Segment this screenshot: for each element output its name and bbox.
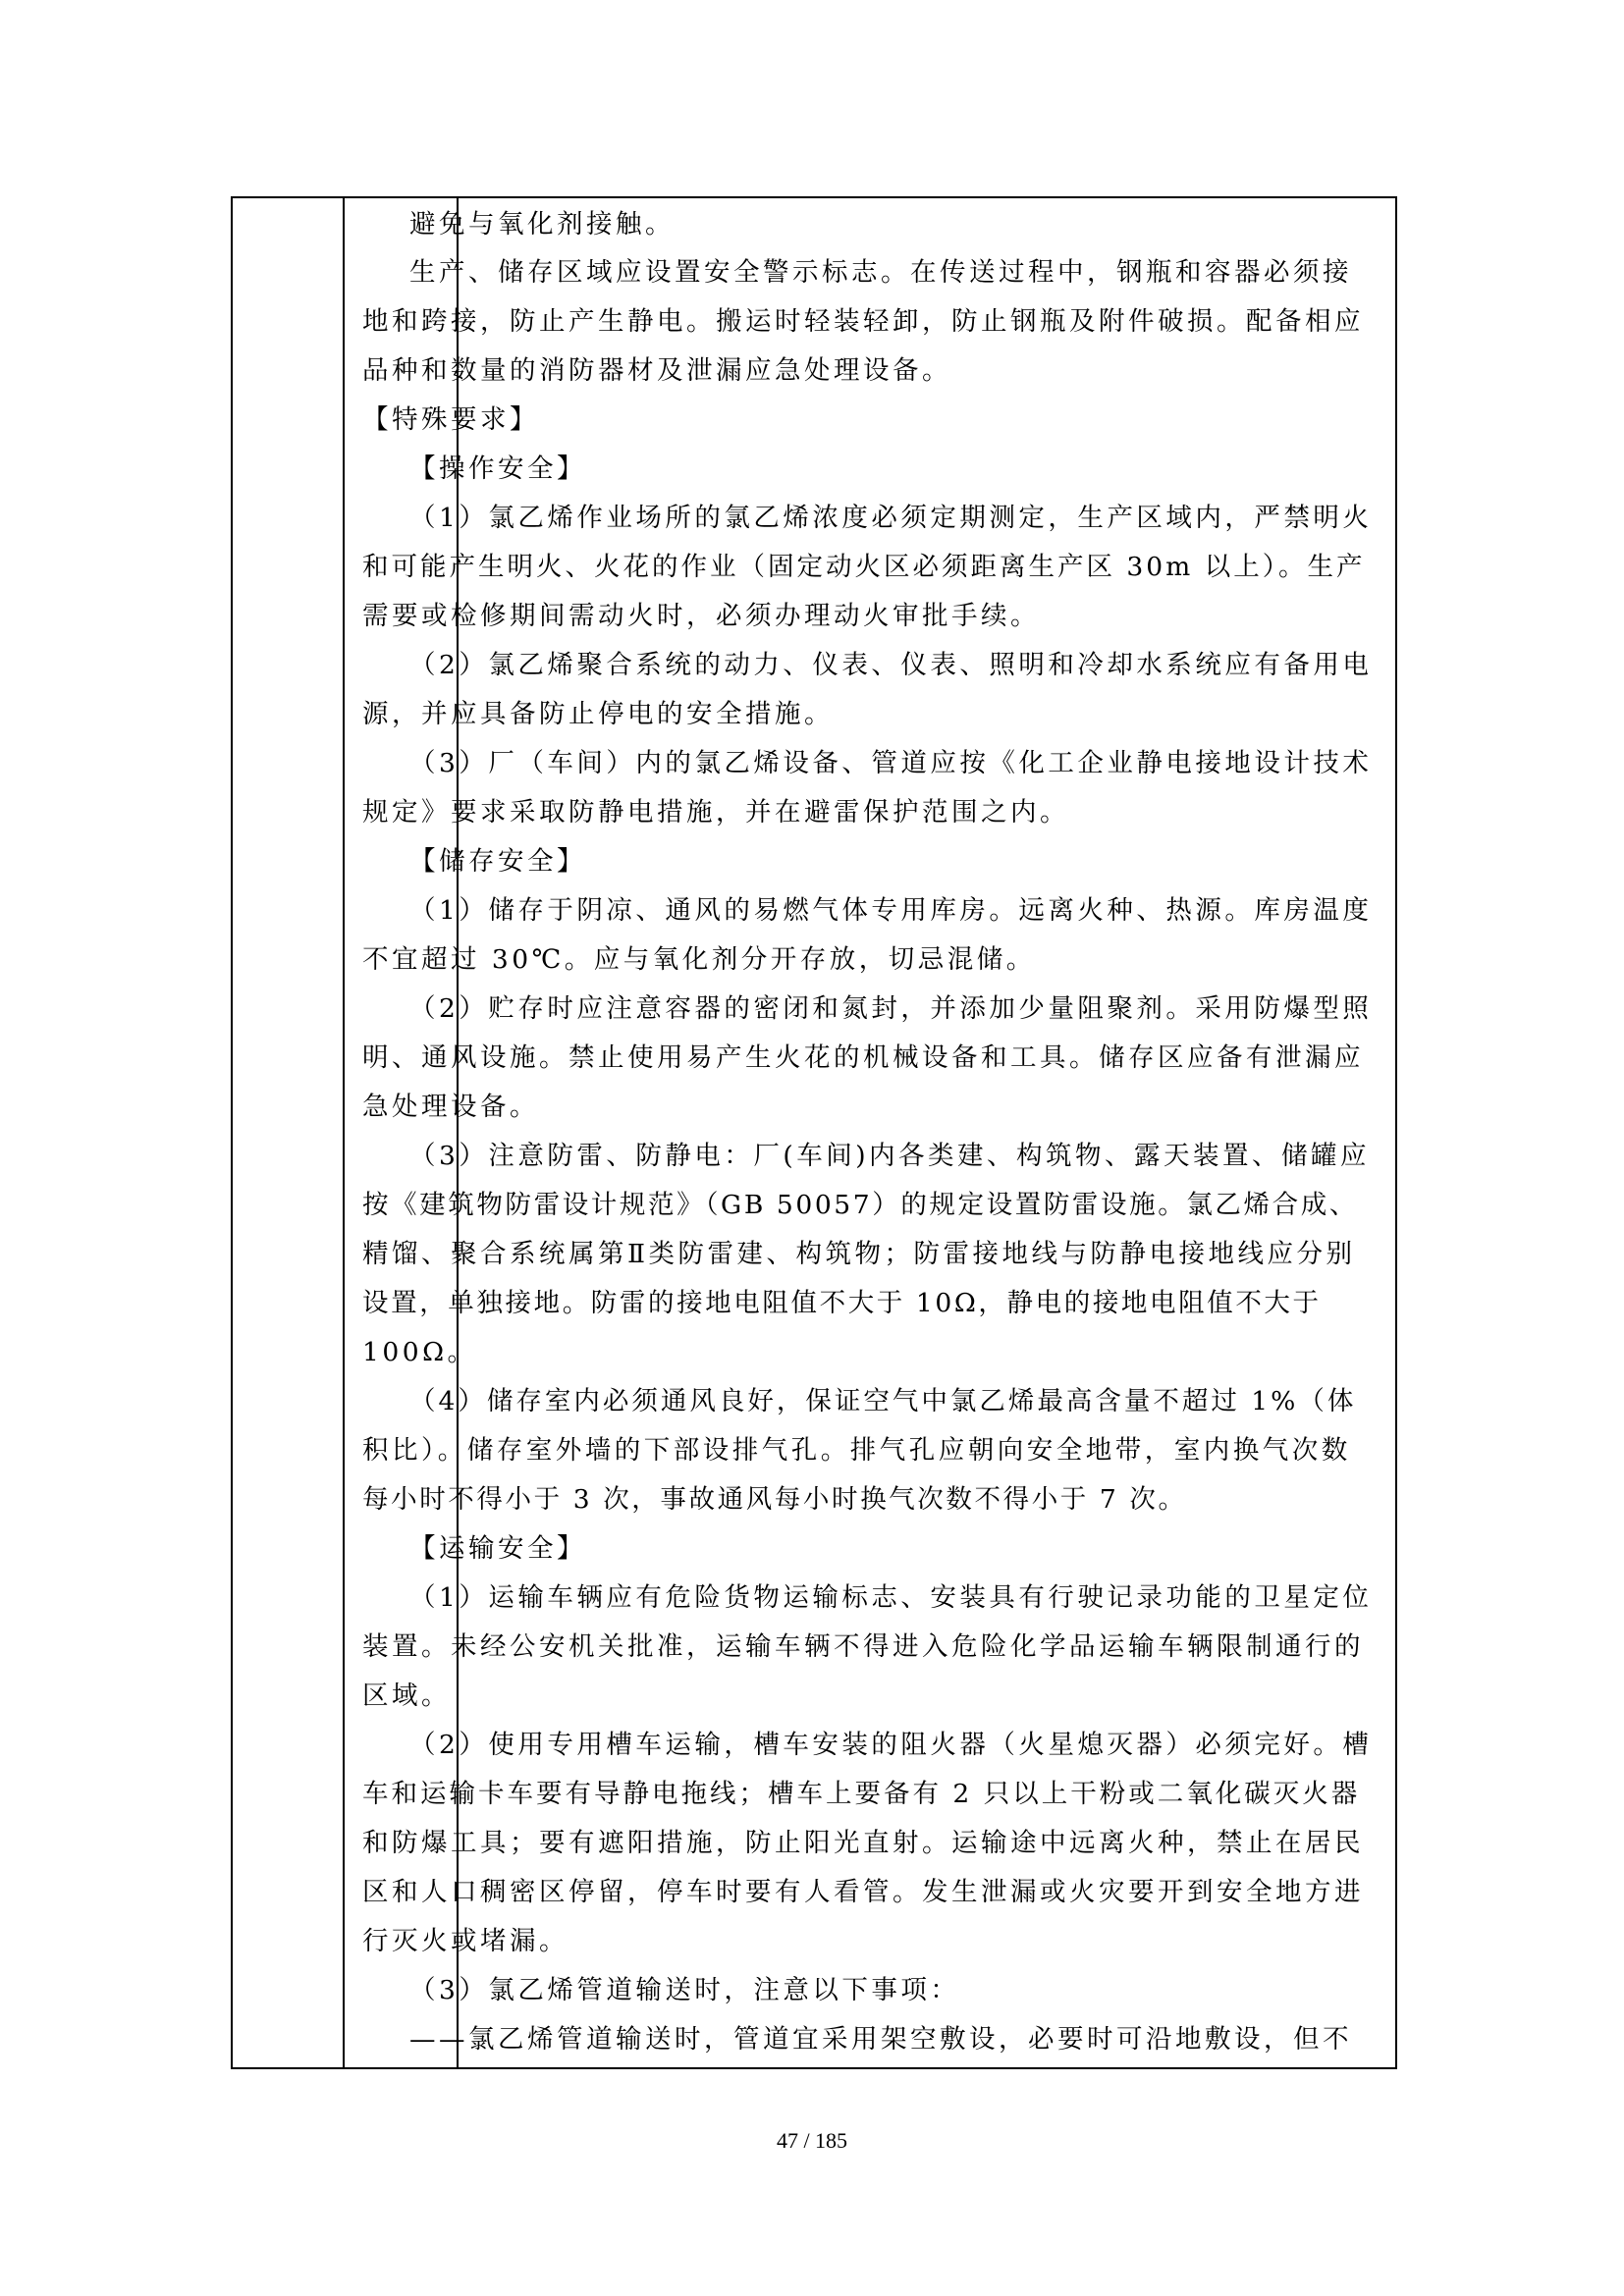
text-line: 避免与氧化剂接触。 [409,209,675,240]
text-line: 区和人口稠密区停留，停车时要有人看管。发生泄漏或火灾要开到安全地方进 [362,1877,1364,1907]
text-line: （1）运输车辆应有危险货物运输标志、安装具有行驶记录功能的卫星定位 [409,1582,1373,1613]
text-line: 按《建筑物防雷设计规范》（GB 50057）的规定设置防雷设施。氯乙烯合成、 [362,1190,1358,1220]
text-line: （2）使用专用槽车运输，槽车安装的阻火器（火星熄灭器）必须完好。槽 [409,1730,1373,1760]
text-line: （3）厂（车间）内的氯乙烯设备、管道应按《化工企业静电接地设计技术 [409,748,1373,778]
subsection-heading: 【操作安全】 [409,454,586,484]
text-line: 装置。未经公安机关批准，运输车辆不得进入危险化学品运输车辆限制通行的 [362,1631,1364,1662]
page-number: 47 / 185 [776,2128,848,2153]
table-column-category [233,198,345,2067]
text-line: 地和跨接，防止产生静电。搬运时轻装轻卸，防止钢瓶及附件破损。配备相应 [362,306,1364,337]
text-line: （3）氯乙烯管道输送时，注意以下事项： [409,1975,960,2005]
text-line: 设置，单独接地。防雷的接地电阻值不大于 10Ω，静电的接地电阻值不大于 [362,1288,1322,1318]
content-table [231,196,1397,2069]
subsection-heading: 【运输安全】 [409,1533,586,1564]
text-line: （1）氯乙烯作业场所的氯乙烯浓度必须定期测定，生产区域内，严禁明火 [409,503,1373,533]
text-line: 区域。 [362,1681,451,1711]
text-line: （3）注意防雷、防静电：厂(车间)内各类建、构筑物、露天装置、储罐应 [409,1141,1371,1171]
text-line: 明、通风设施。禁止使用易产生火花的机械设备和工具。储存区应备有泄漏应 [362,1042,1364,1073]
text-line: 规定》要求采取防静电措施，并在避雷保护范围之内。 [362,797,1069,828]
text-line: 源，并应具备防止停电的安全措施。 [362,699,834,729]
text-line: （2）贮存时应注意容器的密闭和氮封，并添加少量阻聚剂。采用防爆型照 [409,993,1373,1024]
text-line: 生产、储存区域应设置安全警示标志。在传送过程中，钢瓶和容器必须接 [409,257,1352,288]
text-line: （4）储存室内必须通风良好，保证空气中氯乙烯最高含量不超过 1%（体 [409,1386,1357,1416]
text-line: 品种和数量的消防器材及泄漏应急处理设备。 [362,355,951,386]
text-line: 每小时不得小于 3 次，事故通风每小时换气次数不得小于 7 次。 [362,1484,1187,1515]
text-line: 和可能产生明火、火花的作业（固定动火区必须距离生产区 30m 以上）。生产 [362,552,1366,582]
text-line: ——氯乙烯管道输送时，管道宜采用架空敷设，必要时可沿地敷设，但不 [409,2024,1352,2055]
text-line: 100Ω。 [362,1337,477,1367]
text-line: 急处理设备。 [362,1092,539,1122]
text-line: 精馏、聚合系统属第Ⅱ类防雷建、构筑物；防雷接地线与防静电接地线应分别 [362,1239,1356,1269]
text-line: （2）氯乙烯聚合系统的动力、仪表、仪表、照明和冷却水系统应有备用电 [409,650,1373,680]
text-line: 行灭火或堵漏。 [362,1926,568,1956]
text-line: 车和运输卡车要有导静电拖线；槽车上要备有 2 只以上干粉或二氧化碳灭火器 [362,1779,1361,1809]
text-line: 不宜超过 30℃。应与氧化剂分开存放，切忌混储。 [362,944,1036,975]
text-line: 积比）。储存室外墙的下部设排气孔。排气孔应朝向安全地带，室内换气次数 [362,1435,1351,1466]
section-heading: 【特殊要求】 [362,404,539,435]
text-line: （1）储存于阴凉、通风的易燃气体专用库房。远离火种、热源。库房温度 [409,895,1373,926]
text-line: 和防爆工具；要有遮阳措施，防止阳光直射。运输途中远离火种，禁止在居民 [362,1828,1364,1858]
text-line: 需要或检修期间需动火时，必须办理动火审批手续。 [362,601,1040,631]
subsection-heading: 【储存安全】 [409,846,586,877]
